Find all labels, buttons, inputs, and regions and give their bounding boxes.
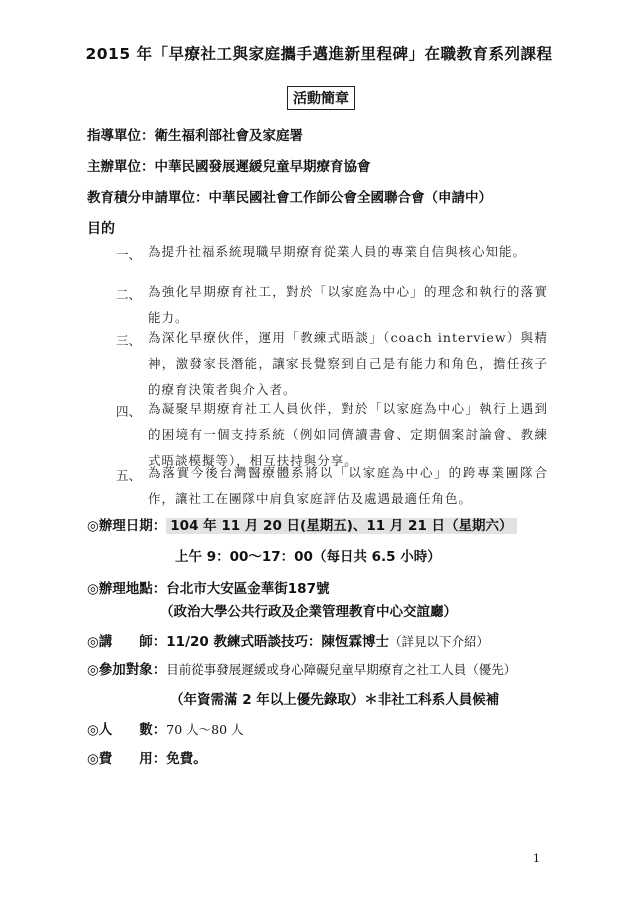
organizer-unit-value: 中華民國發展遲緩兒童早期療育協會: [154, 159, 371, 175]
headcount: [87, 718, 244, 738]
speaker-label: ◎講 師：: [87, 634, 167, 650]
goal-text: 為凝聚早期療育社工人員伙伴，對於「以家庭為中心」執行上遇到的困境有一個支持系統（例如同儕讀書會、定期個案討論會、教練式晤談模擬等），相互扶持與分享。: [148, 401, 548, 468]
fee: [87, 747, 207, 767]
event-date-value: 104 年 11 月 20 日(星期五)、11 月 21 日（星期六）: [166, 518, 516, 534]
headcount-value: 70 人～80 人: [166, 722, 244, 737]
speaker-note: （詳見以下介紹）: [389, 634, 490, 649]
credit-unit: [87, 186, 492, 206]
event-place: [87, 577, 329, 597]
credit-unit-label: 教育積分申請單位：: [87, 190, 209, 206]
credit-unit-value: 中華民國社會工作師公會全國聯合會（申請中）: [208, 190, 492, 206]
guidance-unit-label: 指導單位：: [87, 128, 155, 144]
goal-number: 五、: [116, 468, 142, 483]
speaker-value: 11/20 教練式晤談技巧：陳恆霖博士: [166, 634, 389, 650]
participants-note: （年資需滿 2 年以上優先錄取）＊非社工科系人員候補: [170, 692, 500, 708]
event-place-label: ◎辦理地點：: [87, 581, 167, 597]
organizer-unit: [87, 155, 371, 175]
goal-number: 一、: [116, 247, 142, 262]
goal-number: 三、: [116, 333, 142, 348]
guidance-unit-value: 衛生福利部社會及家庭署: [154, 128, 303, 144]
event-place-value: 台北市大安區金華街187號: [166, 581, 330, 597]
headcount-label: ◎人 數：: [87, 722, 167, 738]
goals-heading: 目的: [87, 221, 115, 237]
document-subtitle: 活動簡章: [287, 86, 355, 110]
participants-value: 目前從事發展遲緩或身心障礙兒童早期療育之社工人員（優先）: [166, 662, 517, 677]
event-place-note: （政治大學公共行政及企業管理教育中心交誼廳）: [160, 604, 457, 620]
goal-text: 為提升社福系統現職早期療育從業人員的專業自信與核心知能。: [148, 244, 527, 259]
page-number: 1: [533, 852, 540, 865]
organizer-unit-label: 主辦單位：: [87, 159, 155, 175]
goal-text: 為深化早療伙伴，運用「教練式晤談」（coach interview）與精神，激發家長潛能，讓家長覺察到自己是有能力和角色，擔任孩子的療育決策者與介入者。: [148, 330, 548, 397]
event-date-label: ◎辦理日期：: [87, 518, 167, 534]
event-time: 上午 9：00～17：00（每日共 6.5 小時）: [175, 549, 441, 565]
fee-value: 免費。: [166, 751, 207, 767]
goal-number: 四、: [116, 404, 142, 419]
document-title: 2015 年「早療社工與家庭攜手邁進新里程碑」在職教育系列課程: [85, 45, 553, 63]
goal-text: 為落實今後台灣醫療體系將以「以家庭為中心」的跨專業團隊合作，讓社工在團隊中肩負家庭評估及處遇最適任角色。: [148, 465, 548, 506]
participants-label: ◎參加對象：: [87, 662, 167, 678]
event-date: [87, 514, 517, 534]
fee-label: ◎費 用：: [87, 751, 167, 767]
participants: [87, 658, 516, 678]
speaker: [87, 630, 489, 650]
goal-text: 為強化早期療育社工，對於「以家庭為中心」的理念和執行的落實能力。: [148, 284, 548, 325]
guidance-unit: [87, 124, 303, 144]
goal-number: 二、: [116, 287, 142, 302]
